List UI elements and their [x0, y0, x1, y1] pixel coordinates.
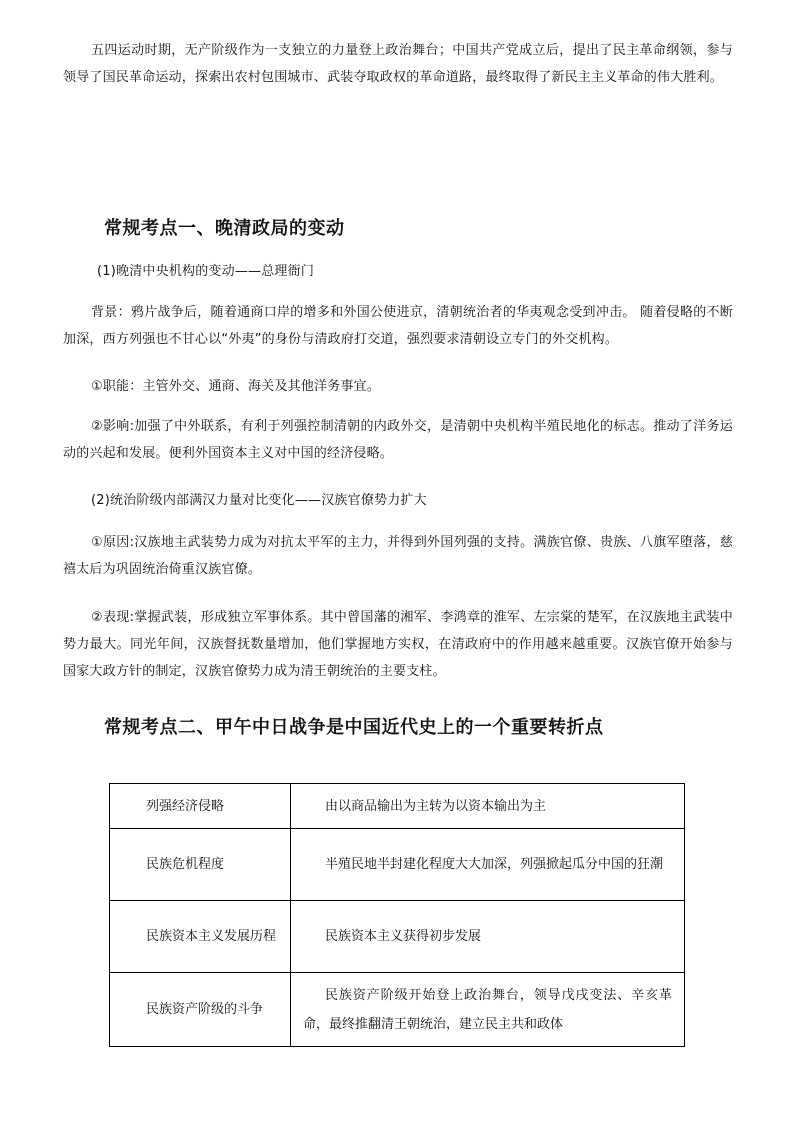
- intro-paragraph: 五四运动时期，无产阶级作为一支独立的力量登上政治舞台；中国共产党成立后，提出了民主革命纲领，参与领导了国民革命运动，探索出农村包围城市、武装夺取政权的革命道路，最终取得了新民主主义革命的伟大胜利。: [63, 43, 733, 85]
- table-row: [110, 784, 685, 829]
- section2-heading: 常规考点二、甲午中日战争是中国近代史上的一个重要转折点: [104, 717, 604, 738]
- section1-subtitle-1: (1)晚清中央机构的变动——总理衙门: [97, 264, 315, 279]
- table-content-cell: 半殖民地半封建化程度大大加深，列强掀起瓜分中国的狂潮: [291, 829, 685, 901]
- impact-table: [109, 783, 685, 1047]
- table-label-cell: 民族危机程度: [110, 829, 291, 901]
- table-row: [110, 973, 685, 1047]
- table-content-cell: 民族资本主义获得初步发展: [291, 901, 685, 973]
- section1-background: 背景：鸦片战争后，随着通商口岸的增多和外国公使进京，清朝统治者的华夷观念受到冲击。 随着侵略的不断加深，西方列强也不甘心以“外夷”的身份与清政府打交道，强烈要求清朝设立专门的外交机构。: [63, 305, 733, 347]
- section1-manifestation: ②表现:掌握武装，形成独立军事体系。其中曾国藩的湘军、李鸿章的淮军、左宗棠的楚军，在汉族地主武装中势力最大。同光年间，汉族督抚数量增加，他们掌握地方实权，在清政府中的作用越来越重要。汉族官僚开始参与国家大政方针的制定，汉族官僚势力成为清王朝统治的主要支柱。: [63, 610, 733, 679]
- section1-reason: ①原因:汉族地主武装势力成为对抗太平军的主力，并得到外国列强的支持。满族官僚、贵族、八旗军堕落，慈禧太后为巩固统治倚重汉族官僚。: [63, 535, 733, 577]
- section1-subtitle-2: (2)统治阶级内部满汉力量对比变化——汉族官僚势力扩大: [91, 493, 427, 508]
- section1-function: ①职能：主管外交、通商、海关及其他洋务事宜。: [91, 379, 381, 394]
- table-row: [110, 829, 685, 901]
- table-label-cell: 民族资产阶级的斗争: [110, 973, 291, 1047]
- table-content-cell: 民族资产阶级开始登上政治舞台，领导戊戌变法、辛亥革命，最终推翻清王朝统治，建立民主共和政体: [291, 973, 685, 1047]
- table-label-cell: 民族资本主义发展历程: [110, 901, 291, 973]
- table-row: [110, 901, 685, 973]
- table-content-cell: 由以商品输出为主转为以资本输出为主: [291, 784, 685, 829]
- table-label-cell: 列强经济侵略: [110, 784, 291, 829]
- section1-heading: 常规考点一、晚清政局的变动: [104, 218, 345, 239]
- section1-influence: ②影响:加强了中外联系，有利于列强控制清朝的内政外交，是清朝中央机构半殖民地化的标志。推动了洋务运动的兴起和发展。便利外国资本主义对中国的经济侵略。: [63, 419, 733, 461]
